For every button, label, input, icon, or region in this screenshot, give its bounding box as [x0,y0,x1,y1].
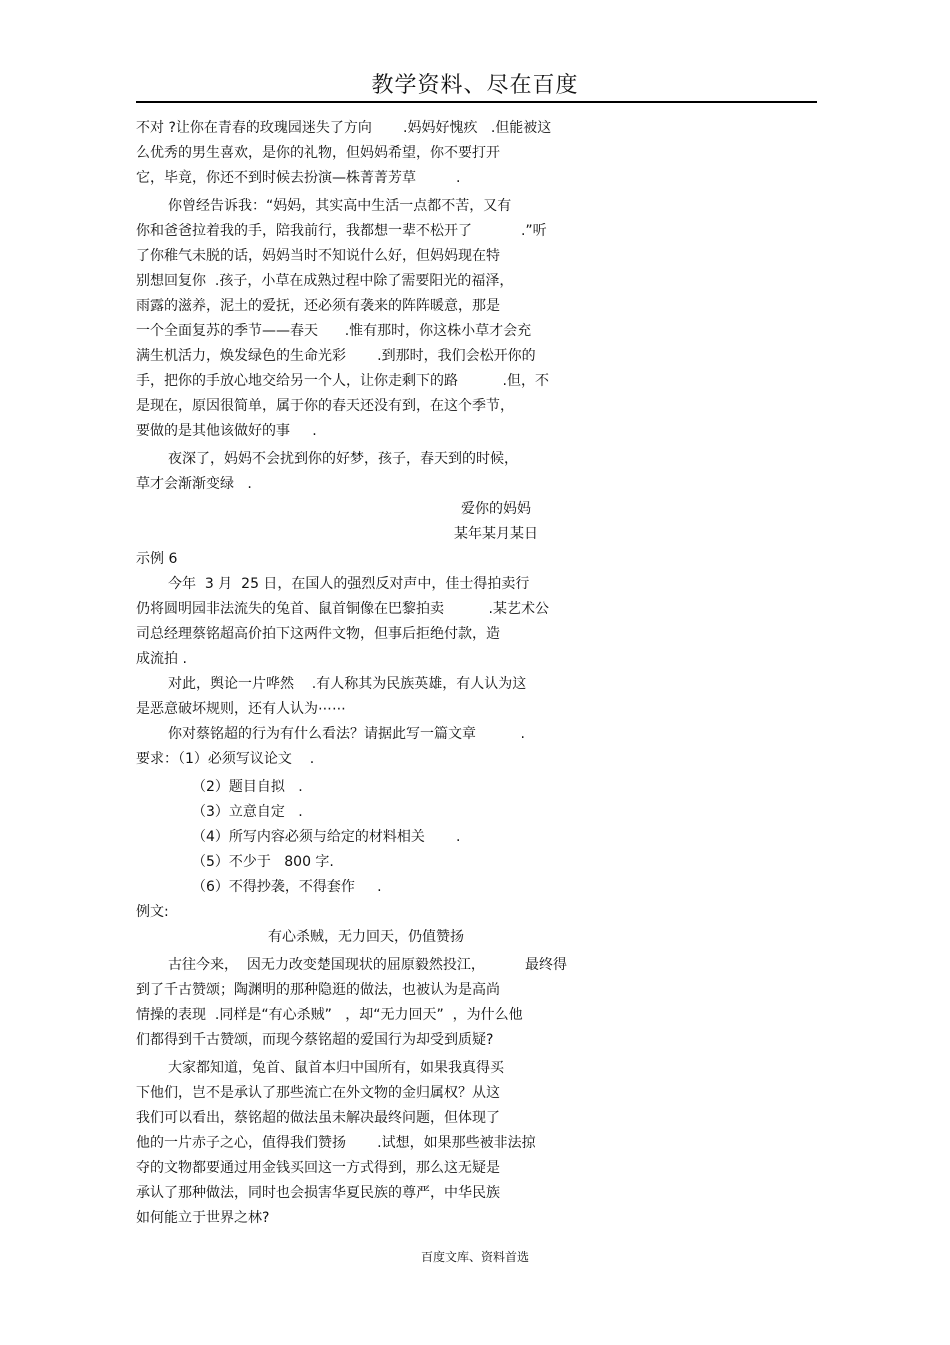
text-line: 你对蔡铭超的行为有什么看法？请据此写一篇文章 . [168,726,525,742]
text-line: 了你稚气未脱的话，妈妈当时不知说什么好，但妈妈现在特 [136,248,500,264]
text-line: 手，把你的手放心地交给另一个人，让你走剩下的路 .但，不 [136,373,549,389]
text-line: 草才会渐渐变绿 . [136,476,252,492]
text-line: 要求：（1）必须写议论文 . [136,751,315,767]
text-line: 是现在，原因很简单，属于你的春天还没有到，在这个季节， [136,398,514,414]
text-line: 对此，舆论一片哗然 .有人称其为民族英雄，有人认为这 [168,676,527,692]
text-line: 司总经理蔡铭超高价拍下这两件文物，但事后拒绝付款，造 [136,626,500,642]
text-line: 们都得到千古赞颂，而现今蔡铭超的爱国行为却受到质疑? [136,1032,494,1048]
essay-title: 有心杀贼，无力回天，仍值赞扬 [268,929,464,945]
text-line: 你曾经告诉我：“妈妈，其实高中生活一点都不苦，又有 [168,198,512,214]
page-header-title: 教学资料、尽在百度 [371,73,579,98]
text-line: 夺的文物都要通过用金钱买回这一方式得到，那么这无疑是 [136,1160,500,1176]
text-line: 承认了那种做法，同时也会损害华夏民族的尊严，中华民族 [136,1185,500,1201]
text-line: 不对 ?让你在青春的玫瑰园迷失了方向 .妈妈好愧疚 .但能被这 [136,120,552,136]
text-line: 我们可以看出，蔡铭超的做法虽未解决最终问题，但体现了 [136,1110,500,1126]
text-line: 它，毕竟，你还不到时候去扮演—株菁菁芳草 . [136,170,461,186]
text-line: 要做的是其他该做好的事 . [136,423,317,439]
text-line: （5）不少于 800 字. [192,854,334,870]
text-line: 情操的表现 .同样是“有心杀贼” ，却“无力回天” ，为什么他 [136,1007,523,1023]
text-line: 某年某月某日 [454,526,538,542]
text-line: 爱你的妈妈 [461,501,531,517]
text-line: 成流拍 . [136,651,187,667]
text-line: （3）立意自定 . [192,804,303,820]
text-line: 古往今来， 因无力改变楚国现状的屈原毅然投江， 最终得 [168,957,567,973]
text-line: 到了千古赞颂；陶渊明的那种隐逛的做法，也被认为是高尚 [136,982,500,998]
text-line: 仍将圆明园非法流失的兔首、鼠首铜像在巴黎拍卖 .某艺术公 [136,601,549,617]
text-line: （6）不得抄袭，不得套作 . [192,879,382,895]
text-line: （2）题目自拟 . [192,779,303,795]
text-line: 别想回复你 .孩子，小草在成熟过程中除了需要阳光的福泽， [136,273,514,289]
text-line: 他的一片赤子之心，值得我们赞扬 .试想，如果那些被非法掠 [136,1135,536,1151]
text-line: 大家都知道，兔首、鼠首本归中国所有，如果我真得买 [168,1060,504,1076]
text-line: 夜深了，妈妈不会扰到你的好梦，孩子，春天到的时候， [168,451,518,467]
text-line: 满生机活力，焕发绿色的生命光彩 .到那时，我们会松开你的 [136,348,536,364]
text-line: （4）所写内容必须与给定的材料相关 . [192,829,461,845]
section-heading: 示例 6 [136,551,178,567]
text-line: 下他们，岂不是承认了那些流亡在外文物的金归属权？从这 [136,1085,500,1101]
text-line: 今年 3 月 25 日，在国人的强烈反对声中，佳士得拍卖行 [168,576,530,592]
text-line: 雨露的滋养，泥土的爱抚，还必须有袭来的阵阵暖意，那是 [136,298,500,314]
document-body [136,116,596,1231]
text-line: 一个全面复苏的季节——春天 .惟有那时，你这株小草才会充 [136,323,532,339]
page-footer: 百度文库、资料首选 [420,1250,529,1264]
text-line: 是恶意破坏规则，还有人认为⋯⋯ [136,701,346,717]
text-line: 你和爸爸拉着我的手，陪我前行，我都想一辈不松开了 .”听 [136,223,547,239]
text-line: 如何能立于世界之林? [136,1210,270,1226]
header-divider [136,101,817,103]
text-line: 么优秀的男生喜欢，是你的礼物，但妈妈希望，你不要打开 [136,145,500,161]
text-line: 例文: [136,904,169,920]
